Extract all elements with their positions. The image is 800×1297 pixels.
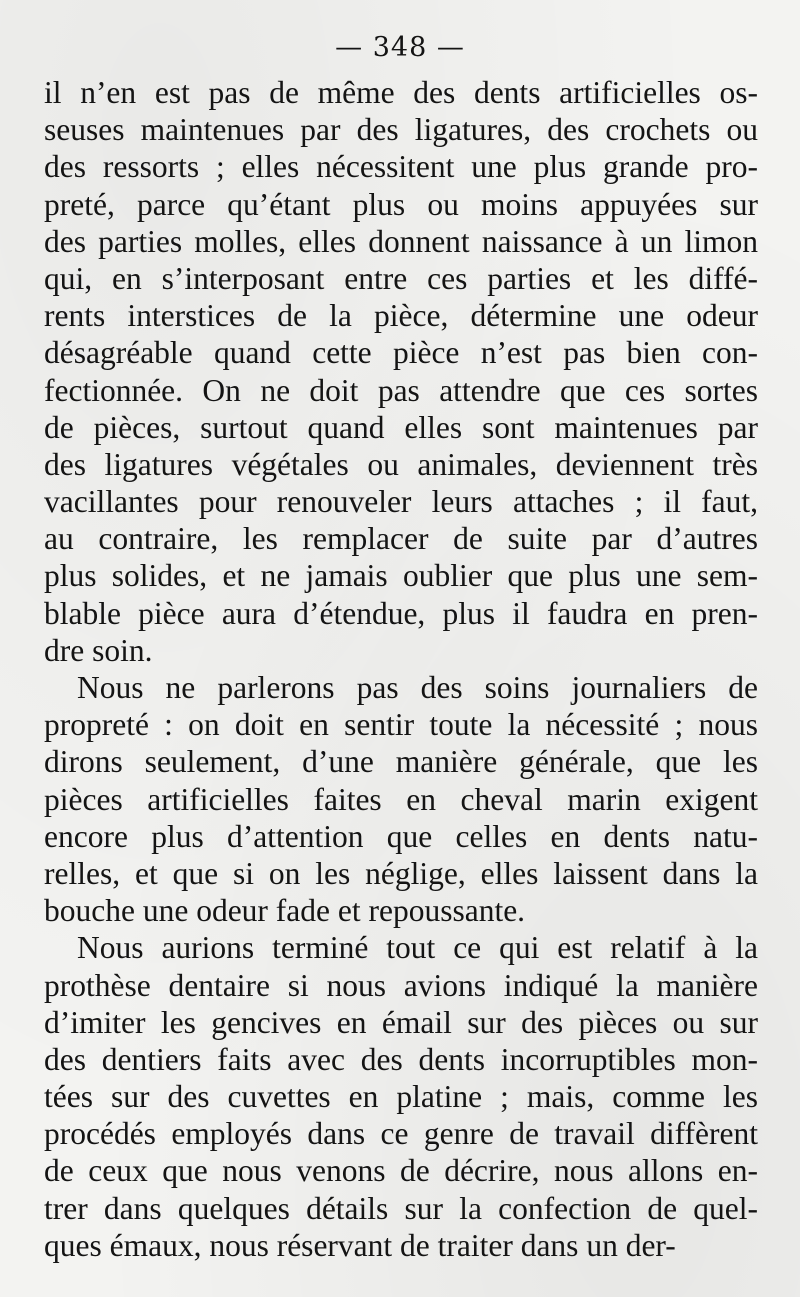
text-line <box>44 483 758 520</box>
text-line <box>44 1115 758 1152</box>
text-line <box>44 669 758 706</box>
text-line-content: des dentiers faits avec des dents incorruptibles mon- <box>44 1041 758 1077</box>
text-line <box>44 743 758 780</box>
text-line <box>44 929 758 966</box>
text-line <box>44 1227 758 1264</box>
text-line <box>44 632 758 669</box>
text-line <box>44 223 758 260</box>
text-line-content: de ceux que nous venons de décrire, nous allons en- <box>44 1153 758 1189</box>
text-line <box>44 148 758 185</box>
text-line-content: des ligatures végétales ou animales, deviennent très <box>44 446 758 482</box>
text-line-content: prothèse dentaire si nous avions indiqué la manière <box>44 967 758 1003</box>
text-line <box>44 967 758 1004</box>
page-number: — 348 — <box>335 32 465 63</box>
text-line-content: il n’en est pas de même des dents artificielles os- <box>44 75 758 110</box>
text-line <box>44 111 758 148</box>
text-line <box>44 74 758 111</box>
text-line <box>44 595 758 632</box>
text-line-content: vacillantes pour renouveler leurs attaches ; il faut, <box>44 484 758 520</box>
text-line-content: bouche une odeur fade et repoussante. <box>44 893 526 929</box>
text-line-content: encore plus d’attention que celles en dents natu- <box>44 818 758 854</box>
text-line-content: plus solides, et ne jamais oublier que plus une sem- <box>44 558 758 594</box>
text-line-content: de pièces, surtout quand elles sont maintenues par <box>44 409 758 445</box>
text-line <box>44 297 758 334</box>
text-line <box>44 781 758 818</box>
text-line <box>44 1041 758 1078</box>
paragraph <box>44 669 758 929</box>
text-line-content: des ressorts ; elles nécessitent une plus grande pro- <box>44 149 758 185</box>
text-line <box>44 818 758 855</box>
text-line-content: fectionnée. On ne doit pas attendre que ces sortes <box>44 372 758 408</box>
text-line <box>44 520 758 557</box>
text-line <box>44 260 758 297</box>
text-line <box>44 1152 758 1189</box>
text-line-content: trer dans quelques détails sur la confection de quel- <box>44 1190 758 1226</box>
text-line <box>44 446 758 483</box>
text-line <box>44 1078 758 1115</box>
text-line <box>44 1004 758 1041</box>
text-line-content: relles, et que si on les néglige, elles laissent dans la <box>44 855 758 891</box>
text-line <box>44 706 758 743</box>
text-line <box>44 409 758 446</box>
text-line-content: preté, parce qu’étant plus ou moins appuyées sur <box>44 186 758 222</box>
text-line-content: d’imiter les gencives en émail sur des pièces ou sur <box>44 1004 758 1040</box>
text-line-content: dirons seulement, d’une manière générale, que les <box>44 744 758 780</box>
text-line-content: Nous aurions terminé tout ce qui est relatif à la <box>77 930 758 966</box>
text-line <box>44 372 758 409</box>
text-line-content: dre soin. <box>44 632 153 668</box>
text-line <box>44 1190 758 1227</box>
text-line <box>44 334 758 371</box>
body-text <box>44 74 758 1264</box>
paragraph <box>44 74 758 669</box>
text-line-content: au contraire, les remplacer de suite par d’autres <box>44 521 758 557</box>
text-line-content: ques émaux, nous réservant de traiter dans un der- <box>44 1227 676 1263</box>
text-line-content: Nous ne parlerons pas des soins journaliers de <box>77 670 758 705</box>
text-line <box>44 557 758 594</box>
text-line-content: seuses maintenues par des ligatures, des crochets ou <box>44 112 758 148</box>
text-line-content: qui, en s’interposant entre ces parties et les diffé- <box>44 260 758 296</box>
text-line-content: des parties molles, elles donnent naissance à un limon <box>44 223 758 259</box>
paragraph <box>44 929 758 1264</box>
text-line-content: propreté : on doit en sentir toute la nécessité ; nous <box>44 707 758 743</box>
text-line-content: procédés employés dans ce genre de travail diffèrent <box>44 1116 758 1152</box>
text-line-content: tées sur des cuvettes en platine ; mais, comme les <box>44 1079 758 1115</box>
text-line <box>44 855 758 892</box>
text-line-content: pièces artificielles faites en cheval marin exigent <box>44 781 758 817</box>
text-line-content: rents interstices de la pièce, détermine une odeur <box>44 298 758 334</box>
text-line <box>44 186 758 223</box>
text-line <box>44 892 758 929</box>
text-line-content: blable pièce aura d’étendue, plus il faudra en pren- <box>44 595 758 631</box>
text-line-content: désagréable quand cette pièce n’est pas bien con- <box>44 335 758 371</box>
